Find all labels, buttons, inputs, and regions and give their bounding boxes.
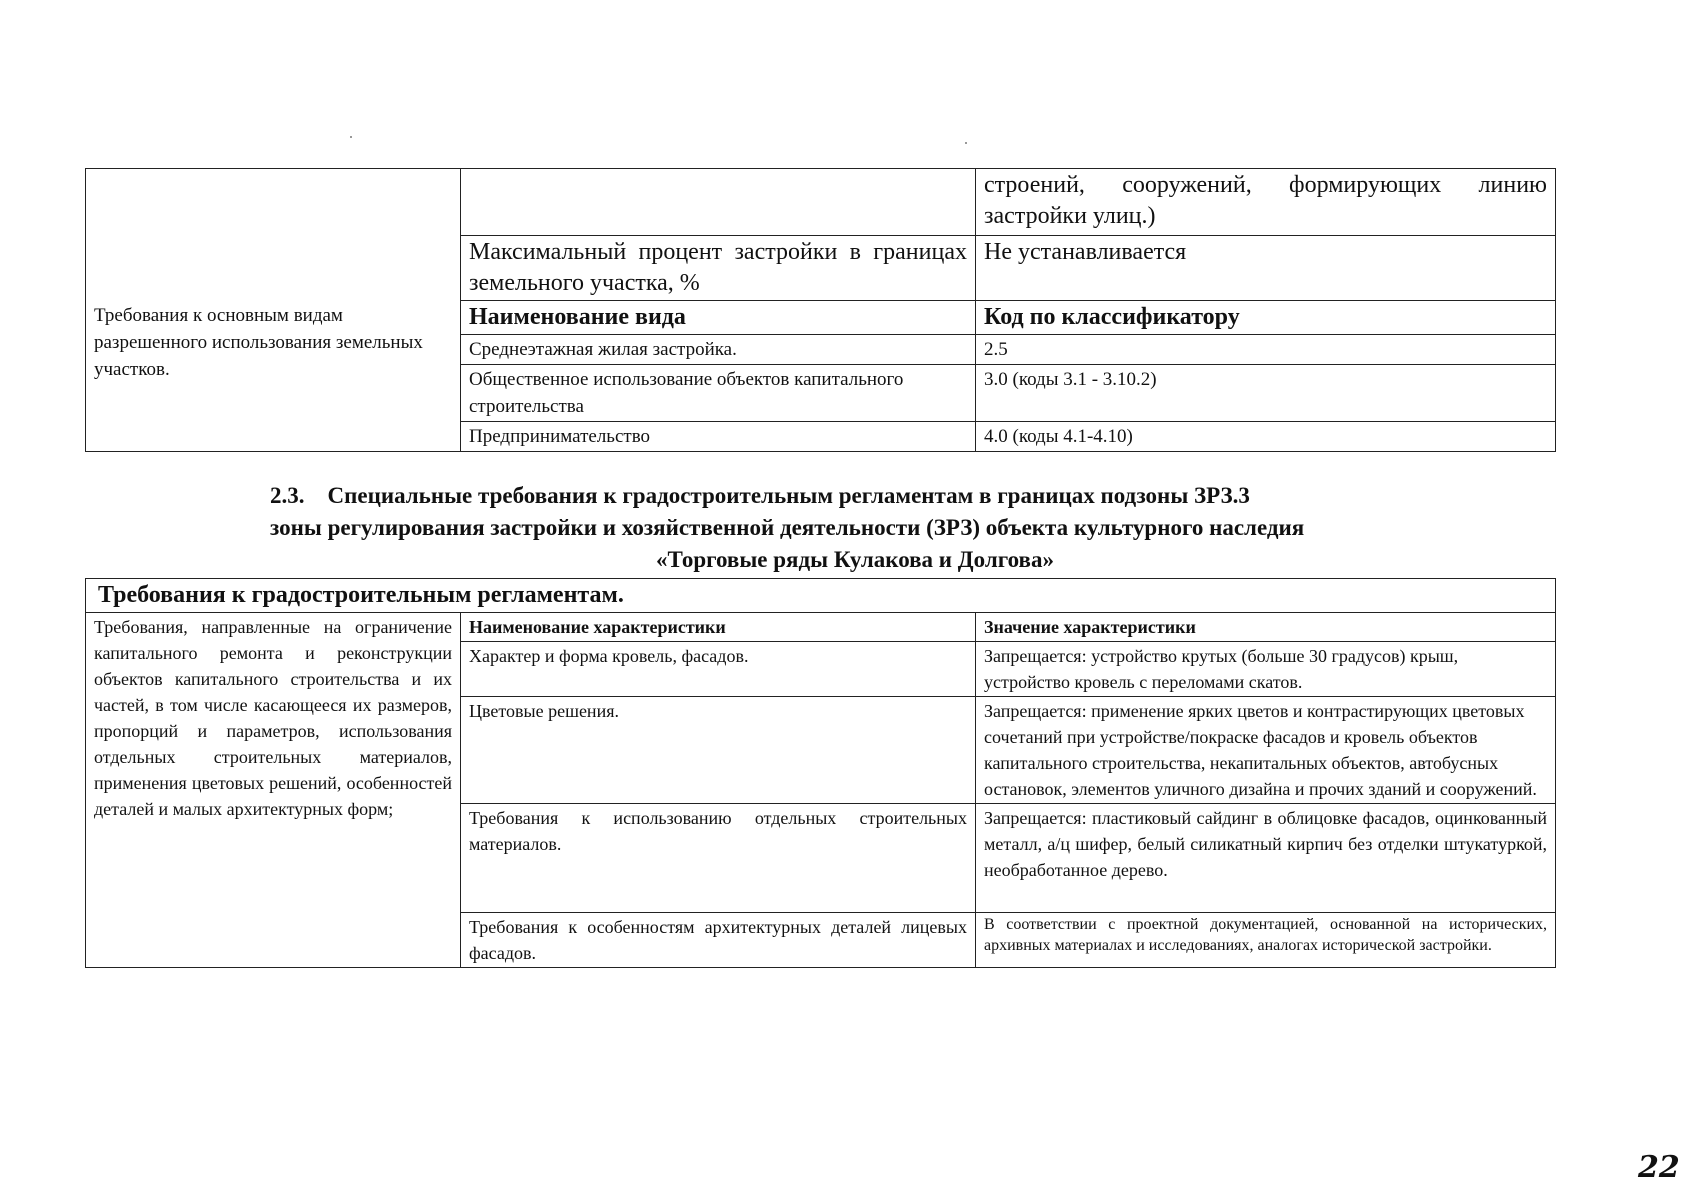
- use-types-table: [85, 168, 1556, 452]
- characteristic-name: Цветовые решения.: [461, 697, 976, 804]
- empty-cell: [86, 169, 461, 301]
- header-characteristic-name: Наименование характеристики: [461, 613, 976, 642]
- characteristic-value: В соответствии с проектной документацией, основанной на исторических, архивных материалах и исследованиях, аналогах исторической застройки.: [976, 913, 1556, 968]
- requirements-label: Требования, направленные на ограничение капитального ремонта и реконструкции объектов капитального строительства и их частей, в том числе касающееся их размеров, пропорций и параметров, использования отдельных строительных материалов, применения цветовых решений, особенностей деталей и малых архитектурных форм;: [86, 613, 461, 968]
- continued-value: строений, сооружений, формирующих линию застройки улиц.): [976, 169, 1556, 236]
- table-row: [86, 579, 1556, 613]
- use-name: Общественное использование объектов капитального строительства: [461, 365, 976, 422]
- characteristic-value: Запрещается: применение ярких цветов и контрастирующих цветовых сочетаний при устройстве/покраске фасадов и кровель объектов капитального строительства, некапитальных объектов, автобусных остановок, элементов уличного дизайна и прочих зданий и сооружений.: [976, 697, 1556, 804]
- param-value: Не устанавливается: [976, 236, 1556, 301]
- scan-speck: [965, 142, 967, 144]
- use-code: 2.5: [976, 335, 1556, 365]
- section-title-line1: Специальные требования к градостроительным регламентам в границах подзоны ЗРЗ.3: [327, 483, 1250, 508]
- use-types-label: Требования к основным видам разрешенного использования земельных участков.: [86, 301, 461, 452]
- param-name: Максимальный процент застройки в границах земельного участка, %: [461, 236, 976, 301]
- header-use-code: Код по классификатору: [976, 301, 1556, 335]
- section-title-line2: зоны регулирования застройки и хозяйственной деятельности (ЗРЗ) объекта культурного наследия: [270, 515, 1305, 540]
- scan-speck: [350, 136, 352, 138]
- use-code: 4.0 (коды 4.1-4.10): [976, 422, 1556, 452]
- characteristic-name: Требования к использованию отдельных строительных материалов.: [461, 804, 976, 913]
- section-number: 2.3.: [270, 483, 305, 508]
- header-use-name: Наименование вида: [461, 301, 976, 335]
- page-number: 22: [1638, 1150, 1680, 1185]
- characteristic-value: Запрещается: пластиковый сайдинг в облицовке фасадов, оцинкованный металл, а/ц шифер, белый силикатный кирпич без отделки штукатуркой, необработанное дерево.: [976, 804, 1556, 913]
- table-row: [86, 613, 1556, 642]
- use-code: 3.0 (коды 3.1 - 3.10.2): [976, 365, 1556, 422]
- use-name: Среднеэтажная жилая застройка.: [461, 335, 976, 365]
- header-characteristic-value: Значение характеристики: [976, 613, 1556, 642]
- empty-cell: [461, 169, 976, 236]
- use-name: Предпринимательство: [461, 422, 976, 452]
- table-row: [86, 301, 1556, 335]
- section-heading: [85, 480, 1555, 576]
- characteristic-value: Запрещается: устройство крутых (больше 30 градусов) крыш, устройство кровель с переломами скатов.: [976, 642, 1556, 697]
- characteristic-name: Требования к особенностям архитектурных деталей лицевых фасадов.: [461, 913, 976, 968]
- characteristic-name: Характер и форма кровель, фасадов.: [461, 642, 976, 697]
- requirements-table: [85, 578, 1556, 968]
- table-row: [86, 169, 1556, 236]
- section-heading-line1: [85, 480, 1555, 512]
- section-title-line3: «Торговые ряды Кулакова и Долгова»: [656, 547, 1054, 572]
- requirements-caption: Требования к градостроительным регламентам.: [86, 579, 1556, 613]
